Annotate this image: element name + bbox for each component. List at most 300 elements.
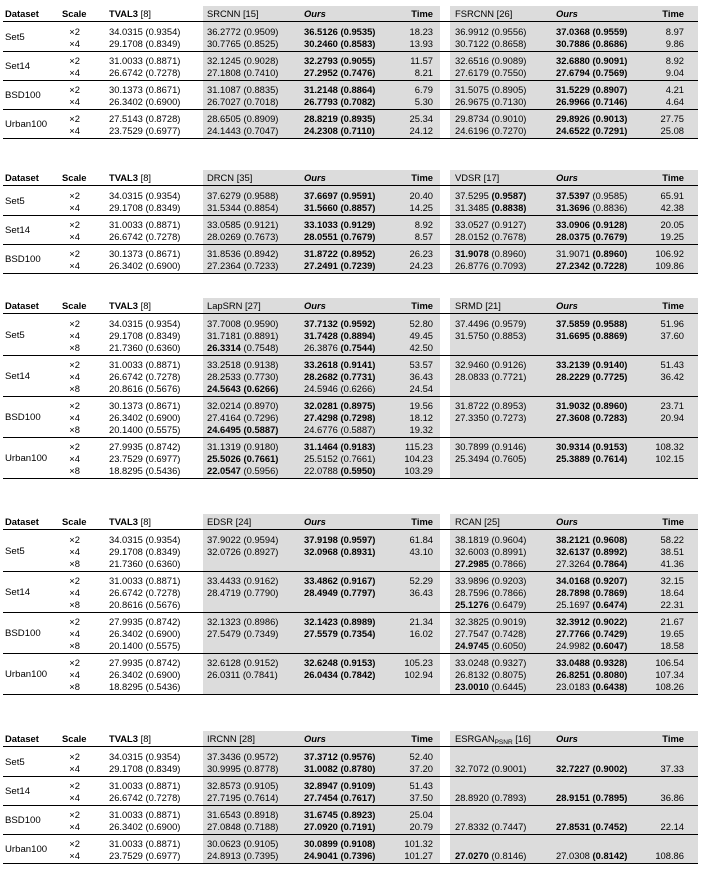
baseline-cell: 27.7547 (0.7428): [455, 628, 527, 639]
tval-cell: 31.0033 (0.8871): [109, 780, 181, 791]
scale-cell: ×2: [69, 838, 80, 849]
baseline-cell: 33.4433 (0.9162): [207, 575, 279, 586]
scale-cell: ×4: [69, 453, 80, 464]
baseline-cell: 32.9460 (0.9126): [455, 359, 527, 370]
baseline-cell: 37.9022 (0.9594): [207, 534, 279, 545]
baseline-cell: 22.0547 (0.5956): [207, 465, 279, 476]
group-rule: [3, 273, 698, 274]
header-method: RCAN [25]: [455, 516, 500, 527]
scale-cell: ×2: [69, 359, 80, 370]
ours-cell: 32.6880 (0.9091): [556, 55, 628, 66]
time-cell: 18.58: [660, 640, 684, 651]
scale-cell: ×2: [69, 55, 80, 66]
group-rule: [3, 138, 698, 139]
scale-cell: ×2: [69, 616, 80, 627]
time-cell: 42.50: [409, 342, 433, 353]
time-cell: 13.93: [409, 38, 433, 49]
scale-cell: ×2: [69, 248, 80, 259]
tval-cell: 20.8616 (0.5676): [109, 383, 181, 394]
time-cell: 8.97: [665, 26, 684, 37]
header-method: $ESRGAN_{PSNR}$ [16]: [455, 733, 531, 746]
time-cell: 105.23: [404, 657, 433, 668]
tval-cell: 27.9935 (0.8742): [109, 657, 181, 668]
table-block: [0, 6, 701, 139]
time-cell: 20.05: [660, 219, 684, 230]
time-cell: 43.10: [409, 546, 433, 557]
time-cell: 106.54: [655, 657, 684, 668]
tval-cell: 26.6742 (0.7278): [109, 231, 181, 242]
scale-cell: ×4: [69, 850, 80, 861]
scale-cell: ×8: [69, 424, 80, 435]
time-cell: 8.57: [414, 231, 433, 242]
scale-cell: ×2: [69, 809, 80, 820]
time-cell: 8.92: [665, 55, 684, 66]
ours-cell: 23.0183 (0.6438): [556, 681, 628, 692]
scale-cell: ×4: [69, 587, 80, 598]
table-block: [0, 170, 701, 274]
scale-cell: ×8: [69, 599, 80, 610]
header-time: Time: [662, 733, 684, 744]
dataset-label: BSD100: [5, 89, 41, 101]
dataset-label: Set14: [5, 224, 31, 236]
scale-cell: ×2: [69, 657, 80, 668]
scale-cell: ×4: [69, 412, 80, 423]
time-cell: 4.21: [665, 84, 684, 95]
baseline-cell: 26.3314 (0.7548): [207, 342, 279, 353]
baseline-cell: 31.8536 (0.8942): [207, 248, 279, 259]
ours-cell: 31.3696 (0.8836): [556, 202, 628, 213]
header-time: Time: [411, 8, 433, 19]
header-time: Time: [662, 8, 684, 19]
baseline-cell: 27.8332 (0.7447): [455, 821, 527, 832]
baseline-cell: 32.1323 (0.8986): [207, 616, 279, 627]
ours-cell: 24.9982 (0.6047): [556, 640, 628, 651]
ours-cell: 27.7766 (0.7429): [556, 628, 628, 639]
time-cell: 36.42: [660, 371, 684, 382]
ours-cell: 36.5126 (0.9535): [304, 26, 376, 37]
group-rule: [3, 355, 698, 356]
tval-cell: 26.3402 (0.6900): [109, 260, 181, 271]
scale-cell: ×4: [69, 231, 80, 242]
group-rule: [3, 776, 698, 777]
baseline-cell: 30.7122 (0.8658): [455, 38, 527, 49]
baseline-cell: 28.0269 (0.7673): [207, 231, 279, 242]
table-block: [0, 514, 701, 695]
tval-cell: 20.1400 (0.5575): [109, 424, 181, 435]
ours-cell: 37.5397 (0.9585): [556, 190, 628, 201]
scale-cell: ×4: [69, 330, 80, 341]
scale-cell: ×2: [69, 400, 80, 411]
baseline-cell: 31.3485 (0.8838): [455, 202, 527, 213]
time-cell: 104.23: [404, 453, 433, 464]
ours-cell: 24.2308 (0.7110): [304, 125, 375, 136]
header-method: FSRCNN [26]: [455, 8, 513, 19]
ours-cell: 30.9314 (0.9153): [556, 441, 628, 452]
ours-cell: 28.2229 (0.7725): [556, 371, 628, 382]
ours-cell: 32.2793 (0.9055): [304, 55, 376, 66]
baseline-cell: 30.7899 (0.9146): [455, 441, 527, 452]
time-cell: 65.91: [660, 190, 684, 201]
time-cell: 22.14: [660, 821, 684, 832]
time-cell: 108.32: [655, 441, 684, 452]
scale-cell: ×8: [69, 558, 80, 569]
dataset-label: Urban100: [5, 843, 48, 855]
time-cell: 58.22: [660, 534, 684, 545]
baseline-cell: 31.7181 (0.8891): [207, 330, 279, 341]
time-cell: 102.15: [655, 453, 684, 464]
tval-cell: 26.3402 (0.6900): [109, 821, 181, 832]
ours-cell: 32.8947 (0.9109): [304, 780, 376, 791]
baseline-cell: 37.7008 (0.9590): [207, 318, 279, 329]
ours-cell: 32.0281 (0.8975): [304, 400, 376, 411]
ours-cell: 29.8926 (0.9013): [556, 113, 628, 124]
time-cell: 20.94: [660, 412, 684, 423]
baseline-cell: 32.0726 (0.8927): [207, 546, 279, 557]
header-scale: Scale: [62, 172, 87, 183]
scale-cell: ×4: [69, 546, 80, 557]
header-ours: Ours: [304, 733, 326, 744]
ours-cell: 37.6697 (0.9591): [304, 190, 376, 201]
dataset-label: Urban100: [5, 452, 48, 464]
time-cell: 5.30: [414, 96, 433, 107]
time-cell: 108.26: [655, 681, 684, 692]
ours-cell: 28.8219 (0.8935): [304, 113, 376, 124]
scale-cell: ×2: [69, 575, 80, 586]
ours-cell: 31.5660 (0.8857): [304, 202, 376, 213]
header-rule: [3, 529, 698, 530]
ours-cell: 37.3712 (0.9576): [304, 751, 376, 762]
dataset-label: Set14: [5, 785, 31, 797]
tval-cell: 27.9935 (0.8742): [109, 441, 181, 452]
ours-cell: 31.1464 (0.9183): [304, 441, 376, 452]
time-cell: 14.25: [409, 202, 433, 213]
ours-cell: 27.4298 (0.7298): [304, 412, 376, 423]
ours-cell: 31.6695 (0.8869): [556, 330, 628, 341]
dataset-label: Set5: [5, 756, 25, 768]
tval-cell: 34.0315 (0.9354): [109, 318, 181, 329]
header-dataset: Dataset: [5, 516, 39, 527]
group-rule: [3, 215, 698, 216]
ours-cell: 33.4862 (0.9167): [304, 575, 376, 586]
baseline-cell: 24.6196 (0.7270): [455, 125, 527, 136]
baseline-cell: 37.3436 (0.9572): [207, 751, 279, 762]
tval-cell: 26.6742 (0.7278): [109, 792, 181, 803]
time-cell: 61.84: [409, 534, 433, 545]
ours-cell: 32.3912 (0.9022): [556, 616, 628, 627]
ours-cell: 33.1033 (0.9129): [304, 219, 376, 230]
baseline-cell: 38.1819 (0.9604): [455, 534, 527, 545]
baseline-cell: 32.3825 (0.9019): [455, 616, 527, 627]
time-cell: 27.75: [660, 113, 684, 124]
time-cell: 19.32: [409, 424, 433, 435]
baseline-cell: 36.2772 (0.9509): [207, 26, 279, 37]
group-rule: [3, 80, 698, 81]
scale-cell: ×8: [69, 640, 80, 651]
tval-cell: 26.6742 (0.7278): [109, 371, 181, 382]
time-cell: 8.92: [414, 219, 433, 230]
baseline-cell: 26.7027 (0.7018): [207, 96, 279, 107]
scale-cell: ×8: [69, 465, 80, 476]
time-cell: 20.79: [409, 821, 433, 832]
group-rule: [3, 694, 698, 695]
scale-cell: ×8: [69, 342, 80, 353]
baseline-cell: 28.2533 (0.7730): [207, 371, 279, 382]
baseline-cell: 28.7596 (0.7866): [455, 587, 527, 598]
tval-cell: 31.0033 (0.8871): [109, 55, 181, 66]
ours-cell: 33.0906 (0.9128): [556, 219, 628, 230]
baseline-cell: 28.8920 (0.7893): [455, 792, 527, 803]
header-method: IRCNN [28]: [207, 733, 255, 744]
ours-cell: 32.0968 (0.8931): [304, 546, 376, 557]
time-cell: 52.29: [409, 575, 433, 586]
baseline-cell: 27.2364 (0.7233): [207, 260, 279, 271]
header-method: DRCN [35]: [207, 172, 253, 183]
time-cell: 23.71: [660, 400, 684, 411]
time-cell: 19.25: [660, 231, 684, 242]
header-dataset: Dataset: [5, 172, 39, 183]
baseline-cell: 24.1443 (0.7047): [207, 125, 279, 136]
header-ours: Ours: [304, 172, 326, 183]
ours-cell: 27.3264 (0.7864): [556, 558, 628, 569]
time-cell: 22.31: [660, 599, 684, 610]
baseline-cell: 32.1245 (0.9028): [207, 55, 279, 66]
dataset-label: Urban100: [5, 668, 48, 680]
tval-cell: 29.1708 (0.8349): [109, 763, 181, 774]
time-cell: 32.15: [660, 575, 684, 586]
header-ours: Ours: [556, 516, 578, 527]
header-ours: Ours: [304, 8, 326, 19]
time-cell: 115.23: [405, 441, 433, 452]
tval-cell: 20.1400 (0.5575): [109, 640, 181, 651]
header-tval: TVAL3 [8]: [109, 172, 152, 183]
header-time: Time: [411, 300, 433, 311]
baseline-cell: 32.7072 (0.9001): [455, 763, 527, 774]
header-ours: Ours: [556, 300, 578, 311]
baseline-cell: 32.6128 (0.9152): [207, 657, 279, 668]
baseline-cell: 33.0585 (0.9121): [207, 219, 279, 230]
scale-cell: ×4: [69, 96, 80, 107]
ours-cell: 30.0899 (0.9108): [304, 838, 376, 849]
time-cell: 24.23: [409, 260, 433, 271]
scale-cell: ×2: [69, 780, 80, 791]
baseline-cell: 32.0214 (0.8970): [207, 400, 279, 411]
header-method: SRCNN [15]: [207, 8, 259, 19]
header-ours: Ours: [556, 8, 578, 19]
time-cell: 36.43: [409, 371, 433, 382]
baseline-cell: 27.3350 (0.7273): [455, 412, 527, 423]
baseline-cell: 33.2518 (0.9138): [207, 359, 279, 370]
baseline-cell: 26.0311 (0.7841): [207, 669, 278, 680]
baseline-cell: 32.8573 (0.9105): [207, 780, 279, 791]
time-cell: 16.02: [409, 628, 433, 639]
ours-cell: 31.7428 (0.8894): [304, 330, 376, 341]
header-scale: Scale: [62, 300, 87, 311]
scale-cell: ×2: [69, 113, 80, 124]
time-cell: 26.23: [409, 248, 433, 259]
scale-cell: ×2: [69, 441, 80, 452]
ours-cell: 27.2952 (0.7476): [304, 67, 376, 78]
tval-cell: 29.1708 (0.8349): [109, 38, 181, 49]
header-time: Time: [411, 516, 433, 527]
ours-cell: 26.9966 (0.7146): [556, 96, 628, 107]
baseline-cell: 24.8913 (0.7395): [207, 850, 279, 861]
time-cell: 20.40: [409, 190, 433, 201]
baseline-cell: 28.0833 (0.7721): [455, 371, 527, 382]
header-scale: Scale: [62, 733, 87, 744]
time-cell: 102.94: [404, 669, 433, 680]
baseline-cell: 27.2985 (0.7866): [455, 558, 527, 569]
scale-cell: ×2: [69, 534, 80, 545]
baseline-cell: 25.3494 (0.7605): [455, 453, 527, 464]
baseline-cell: 24.5643 (0.6266): [207, 383, 279, 394]
baseline-cell: 27.0848 (0.7188): [207, 821, 279, 832]
tval-cell: 26.6742 (0.7278): [109, 67, 181, 78]
header-ours: Ours: [556, 172, 578, 183]
table-block: [0, 298, 701, 479]
baseline-cell: 31.5075 (0.8905): [455, 84, 527, 95]
baseline-cell: 31.5344 (0.8854): [207, 202, 279, 213]
ours-cell: 37.9198 (0.9597): [304, 534, 376, 545]
baseline-cell: 31.9078 (0.8960): [455, 248, 527, 259]
ours-cell: 26.8251 (0.8080): [556, 669, 628, 680]
scale-cell: ×4: [69, 669, 80, 680]
dataset-label: Set5: [5, 329, 25, 341]
ours-cell: 27.2491 (0.7239): [304, 260, 376, 271]
dataset-label: Set14: [5, 60, 31, 72]
time-cell: 18.23: [409, 26, 433, 37]
scale-cell: ×2: [69, 190, 80, 201]
time-cell: 25.34: [409, 113, 433, 124]
header-time: Time: [411, 733, 433, 744]
tval-cell: 23.7529 (0.6977): [109, 453, 181, 464]
ours-cell: 27.3608 (0.7283): [556, 412, 628, 423]
tval-cell: 31.0033 (0.8871): [109, 838, 181, 849]
ours-cell: 28.0375 (0.7679): [556, 231, 628, 242]
tval-cell: 31.0033 (0.8871): [109, 575, 181, 586]
ours-cell: 32.6137 (0.8992): [556, 546, 628, 557]
tval-cell: 30.1373 (0.8671): [109, 400, 181, 411]
ours-cell: 26.7793 (0.7082): [304, 96, 376, 107]
ours-cell: 27.0308 (0.8142): [556, 850, 628, 861]
baseline-cell: 27.4164 (0.7296): [207, 412, 279, 423]
time-cell: 19.65: [660, 628, 684, 639]
time-cell: 9.04: [665, 67, 684, 78]
scale-cell: ×4: [69, 67, 80, 78]
baseline-cell: 24.9745 (0.6050): [455, 640, 527, 651]
baseline-cell: 33.9896 (0.9203): [455, 575, 527, 586]
time-cell: 9.86: [665, 38, 684, 49]
header-tval: TVAL3 [8]: [109, 8, 152, 19]
ours-cell: 26.3876 (0.7544): [304, 342, 376, 353]
ours-cell: 27.7454 (0.7617): [304, 792, 376, 803]
time-cell: 52.80: [409, 318, 433, 329]
baseline-cell: 31.1087 (0.8835): [207, 84, 279, 95]
time-cell: 4.64: [665, 96, 684, 107]
tval-cell: 26.3402 (0.6900): [109, 412, 181, 423]
ours-cell: 27.6794 (0.7569): [556, 67, 628, 78]
time-cell: 51.96: [660, 318, 684, 329]
ours-cell: 31.8722 (0.8952): [304, 248, 376, 259]
time-cell: 103.29: [404, 465, 433, 476]
ours-cell: 24.6776 (0.5887): [304, 424, 376, 435]
time-cell: 36.43: [409, 587, 433, 598]
header-rule: [3, 185, 698, 186]
ours-cell: 30.2460 (0.8583): [304, 38, 376, 49]
header-scale: Scale: [62, 8, 87, 19]
ours-cell: 33.0488 (0.9328): [556, 657, 628, 668]
group-rule: [3, 834, 698, 835]
group-rule: [3, 437, 698, 438]
header-tval: TVAL3 [8]: [109, 516, 152, 527]
tval-cell: 34.0315 (0.9354): [109, 26, 181, 37]
header-tval: TVAL3 [8]: [109, 300, 152, 311]
tval-cell: 23.7529 (0.6977): [109, 125, 181, 136]
ours-cell: 38.2121 (0.9608): [556, 534, 628, 545]
dataset-label: Set5: [5, 195, 25, 207]
time-cell: 37.33: [660, 763, 684, 774]
time-cell: 25.04: [409, 809, 433, 820]
tval-cell: 34.0315 (0.9354): [109, 751, 181, 762]
scale-cell: ×4: [69, 125, 80, 136]
baseline-cell: 25.5026 (0.7661): [207, 453, 279, 464]
tval-cell: 31.0033 (0.8871): [109, 809, 181, 820]
scale-cell: ×4: [69, 371, 80, 382]
ours-cell: 31.9032 (0.8960): [556, 400, 628, 411]
time-cell: 51.43: [409, 780, 433, 791]
tval-cell: 30.1373 (0.8671): [109, 248, 181, 259]
time-cell: 37.50: [409, 792, 433, 803]
ours-cell: 24.5946 (0.6266): [304, 383, 376, 394]
baseline-cell: 37.4496 (0.9579): [455, 318, 527, 329]
header-method: SRMD [21]: [455, 300, 501, 311]
time-cell: 38.51: [660, 546, 684, 557]
baseline-cell: 30.7765 (0.8525): [207, 38, 279, 49]
time-cell: 41.36: [660, 558, 684, 569]
ours-cell: 33.2139 (0.9140): [556, 359, 628, 370]
time-cell: 24.12: [409, 125, 433, 136]
ours-cell: 31.6745 (0.8923): [304, 809, 376, 820]
scale-cell: ×4: [69, 202, 80, 213]
tval-cell: 31.0033 (0.8871): [109, 359, 181, 370]
dataset-label: Set5: [5, 545, 25, 557]
ours-cell: 33.2618 (0.9141): [304, 359, 376, 370]
header-method: VDSR [17]: [455, 172, 500, 183]
header-rule: [3, 313, 698, 314]
header-ours: Ours: [556, 733, 578, 744]
ours-cell: 27.0920 (0.7191): [304, 821, 376, 832]
ours-cell: 28.7898 (0.7869): [556, 587, 628, 598]
ours-cell: 25.3889 (0.7614): [556, 453, 628, 464]
tval-cell: 21.7360 (0.6360): [109, 558, 181, 569]
ours-cell: 31.0082 (0.8780): [304, 763, 376, 774]
dataset-label: Urban100: [5, 118, 48, 130]
time-cell: 6.79: [414, 84, 433, 95]
tval-cell: 26.6742 (0.7278): [109, 587, 181, 598]
baseline-cell: 27.7195 (0.7614): [207, 792, 279, 803]
tval-cell: 30.1373 (0.8671): [109, 84, 181, 95]
scale-cell: ×2: [69, 26, 80, 37]
header-tval: TVAL3 [8]: [109, 733, 152, 744]
ours-cell: 31.9071 (0.8960): [556, 248, 628, 259]
group-rule: [3, 396, 698, 397]
baseline-cell: 27.0270 (0.8146): [455, 850, 527, 861]
scale-cell: ×4: [69, 763, 80, 774]
time-cell: 109.86: [655, 260, 684, 271]
tval-cell: 23.7529 (0.6977): [109, 850, 181, 861]
header-ours: Ours: [304, 300, 326, 311]
header-dataset: Dataset: [5, 300, 39, 311]
header-time: Time: [662, 516, 684, 527]
